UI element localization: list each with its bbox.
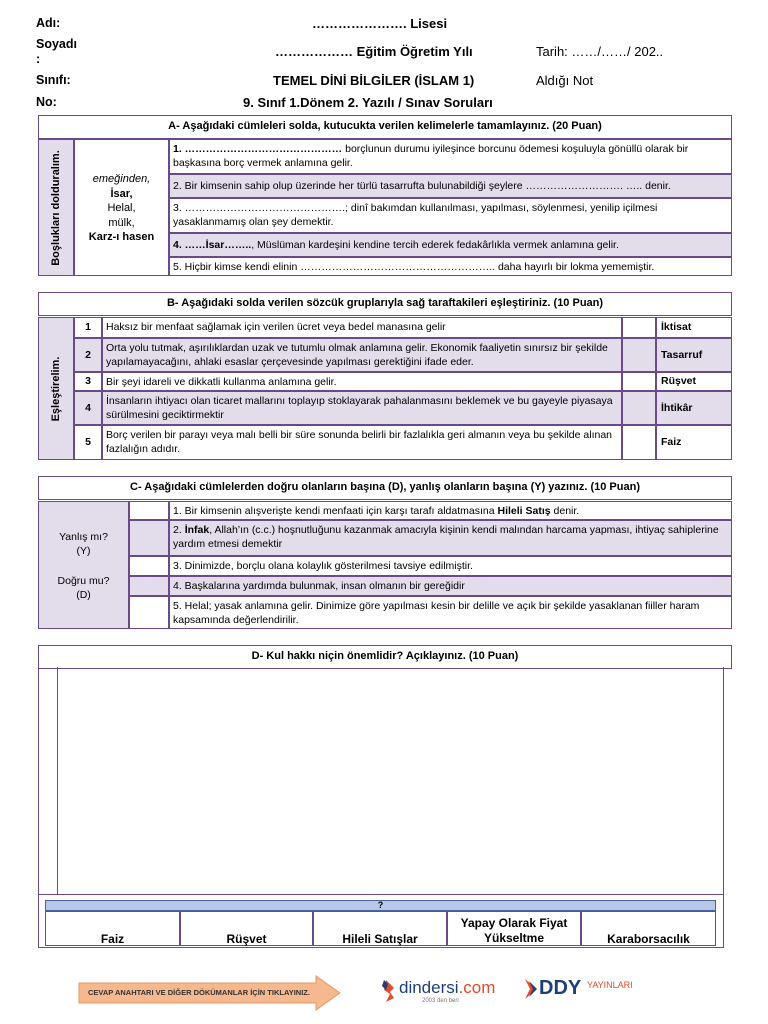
match-number: 2 [74,338,102,372]
match-definition: Haksız bir menfaat sağlamak için verilen ücret veya bedel manasına gelir [102,317,622,338]
dindersi-icon [382,980,396,1002]
tf-statement-1 [169,501,732,520]
match-number: 1 [74,317,102,338]
word-bank-item: mülk, [108,216,135,229]
school-name: …………………. Lisesi [312,16,448,31]
match-term: İhtikâr [656,391,732,425]
answer-divider [38,894,724,895]
class-label: Sınıfı: [36,73,71,87]
match-term: İktisat [656,317,732,338]
exam-date: Tarih: ……/……/ 202.. [536,44,664,59]
match-term: Tasarruf [656,338,732,372]
match-term: Rüşvet [656,372,732,391]
side-right-text: Doğru mu? [57,575,110,587]
word-bank-item: emeğinden, [92,173,151,185]
fill-item-2[interactable] [169,174,732,198]
answer-option: Faiz [45,911,180,946]
fill-item-text: 3. ……………………………………….; dinî bakımdan kullanılması, yapılması, söylenmesi, yenilip içilmesi yasaklanmamış olan şey demektir. [173,202,658,228]
fill-item-prefix: 4. ……İsar…….. [173,239,252,251]
match-answer-box[interactable] [622,391,656,425]
match-answer-box[interactable] [622,338,656,372]
side-right-label [39,574,128,602]
answer-option: Hileli Satışlar [313,911,447,946]
side-wrong-text: Yanlış mı? [59,531,108,543]
match-definition: Bir şeyi idareli ve dikkatli kullanma anlamına gelir. [102,372,622,391]
word-bank-item: Helal, [107,202,136,214]
answer-option: Rüşvet [180,911,313,946]
no-label: No: [36,95,57,109]
side-wrong-code: (Y) [76,545,91,557]
answer-option: Yapay Olarak Fiyat Yükseltme [447,911,581,946]
section-c-title: C- Aşağıdaki cümlelerden doğru olanların başına (D), yanlış olanların başına (Y) yazınız. (10 Puan) [38,476,732,500]
section-b-side-label: Eşleştirelim. [50,356,62,421]
tf-bold: İnfak [184,524,210,536]
side-wrong-label [39,530,128,558]
section-d-title: D- Kul hakkı niçin önemlidir? Açıklayınız. (10 Puan) [38,645,732,669]
match-answer-box[interactable] [622,317,656,338]
match-definition: İnsanların ihtiyacı olan ticaret mallarını toplayıp stoklayarak pahalanmasını beklemek ve bu gayeyle piyasaya sürülmesini geciktirmektir [102,391,622,425]
fill-item-prefix: 1. ……………………………………… [173,143,343,155]
tf-statement-5: 5. Helal; yasak anlamına gelir. Dinimize göre yapılması kesin bir delille ve açık bir şekilde yasaklanan fiiller haram kapsamında değerlendirilir. [169,596,732,629]
answer-option: Karaborsacılık [581,911,716,946]
tf-answer-box[interactable] [129,596,169,629]
surname-colon: : [36,52,41,66]
match-number: 3 [74,372,102,391]
section-a-side-label: Boşlukları dolduralım. [50,149,62,266]
tf-answer-box[interactable] [129,501,169,520]
section-a-side [38,139,74,276]
dindersi-subtitle: 2003 den beri [422,998,459,1004]
section-c-side [38,501,129,629]
match-definition: Borç verilen bir parayı veya malı belli bir süre sonunda belirli bir fazlalıkla geri almanın veya bu şekilde alınan fazlalığın adıdır. [102,425,622,460]
surname-label: Soyadı [36,37,77,51]
fill-item-text: 2. Bir kimsenin sahip olup üzerinde her türlü tasarrufta bulunabildiği şeylere ………………………. ….. denir. [173,180,671,192]
match-term: Faiz [656,425,732,460]
ddy-subtitle: YAYINLARI [587,980,633,990]
fill-item-3[interactable] [169,198,732,233]
tf-text: 1. Bir kimsenin alışverişte kendi menfaati için karşı tarafı aldatmasına [173,505,498,517]
tf-text: 2. [173,524,185,536]
word-bank-item: Karz-ı hasen [88,231,155,243]
fill-item-text: , Müslüman kardeşini kendine tercih ederek fedakârlıkla vermek anlamına gelir. [251,239,619,251]
exam-title: 9. Sınıf 1.Dönem 2. Yazılı / Sınav Soruları [243,95,493,110]
tf-bold: Hileli Satış [497,505,551,517]
course-title: TEMEL DİNİ BİLGİLER (İSLAM 1) [273,73,475,88]
tf-answer-box[interactable] [129,520,169,556]
word-bank-list [74,172,169,245]
fill-item-1[interactable] [169,139,732,174]
match-number: 4 [74,391,102,425]
ddy-text: DDY [539,977,582,999]
match-definition: Orta yolu tutmak, aşırılıklardan uzak ve tutumlu olmak anlamına gelir. Ekonomik faaliyetin sınırsız bir şekilde yapılamayacağını, ahlaki esaslar çerçevesinde yapılması gerektiğini ifade eder. [102,338,622,372]
tf-statement-3: 3. Dinimizde, borçlu olana kolaylık gösterilmesi tavsiye edilmiştir. [169,556,732,576]
tf-answer-box[interactable] [129,576,169,596]
fill-item-5[interactable] [169,257,732,276]
match-number: 5 [74,425,102,460]
name-label: Adı: [36,16,61,30]
ddy-icon [523,979,539,999]
grade-label: Aldığı Not [536,73,594,88]
section-b-title: B- Aşağıdaki solda verilen sözcük gruplarıyla sağ taraftakileri eşleştiriniz. (10 Puan) [38,292,732,316]
tf-statement-2 [169,520,732,556]
fill-item-4[interactable] [169,233,732,257]
tf-answer-box[interactable] [129,556,169,576]
tf-text: denir. [550,505,580,517]
tf-text: , Allah’ın (c.c.) hoşnutluğunu kazanmak amacıyla kişinin kendi malından harcama yapması, ihtiyaç sahiplerine yardım etmesi demektir [173,524,719,550]
answer-header: ? [45,900,716,911]
match-answer-box[interactable] [622,372,656,391]
word-bank-item: İsar, [110,187,133,200]
fill-item-text: 5. Hiçbir kimse kendi elinin ……………………………………………….. daha hayırlı bir lokma yememiştir. [173,261,655,273]
school-year: ……………… Eğitim Öğretim Yılı [275,44,473,59]
side-right-code: (D) [76,589,91,601]
dindersi-text: dindersi.com [399,978,496,997]
fill-item-text: borçlunun durumu iyileşince borcunu ödemesi koşuluyla gönüllü olarak bir başkasına borç vermek anlamına gelir. [173,143,689,169]
section-a-title: A- Aşağıdaki cümleleri solda, kutucukta verilen kelimelerle tamamlayınız. (20 Puan) [38,115,732,139]
section-b-side [38,317,74,460]
match-answer-box[interactable] [622,425,656,460]
cta-link[interactable]: CEVAP ANAHTARI VE DİĞER DÖKÜMANLAR İÇİN TIKLAYINIZ. [88,988,310,997]
tf-statement-4: 4. Başkalarına yardımda bulunmak, insan olmanın bir gereğidir [169,576,732,596]
